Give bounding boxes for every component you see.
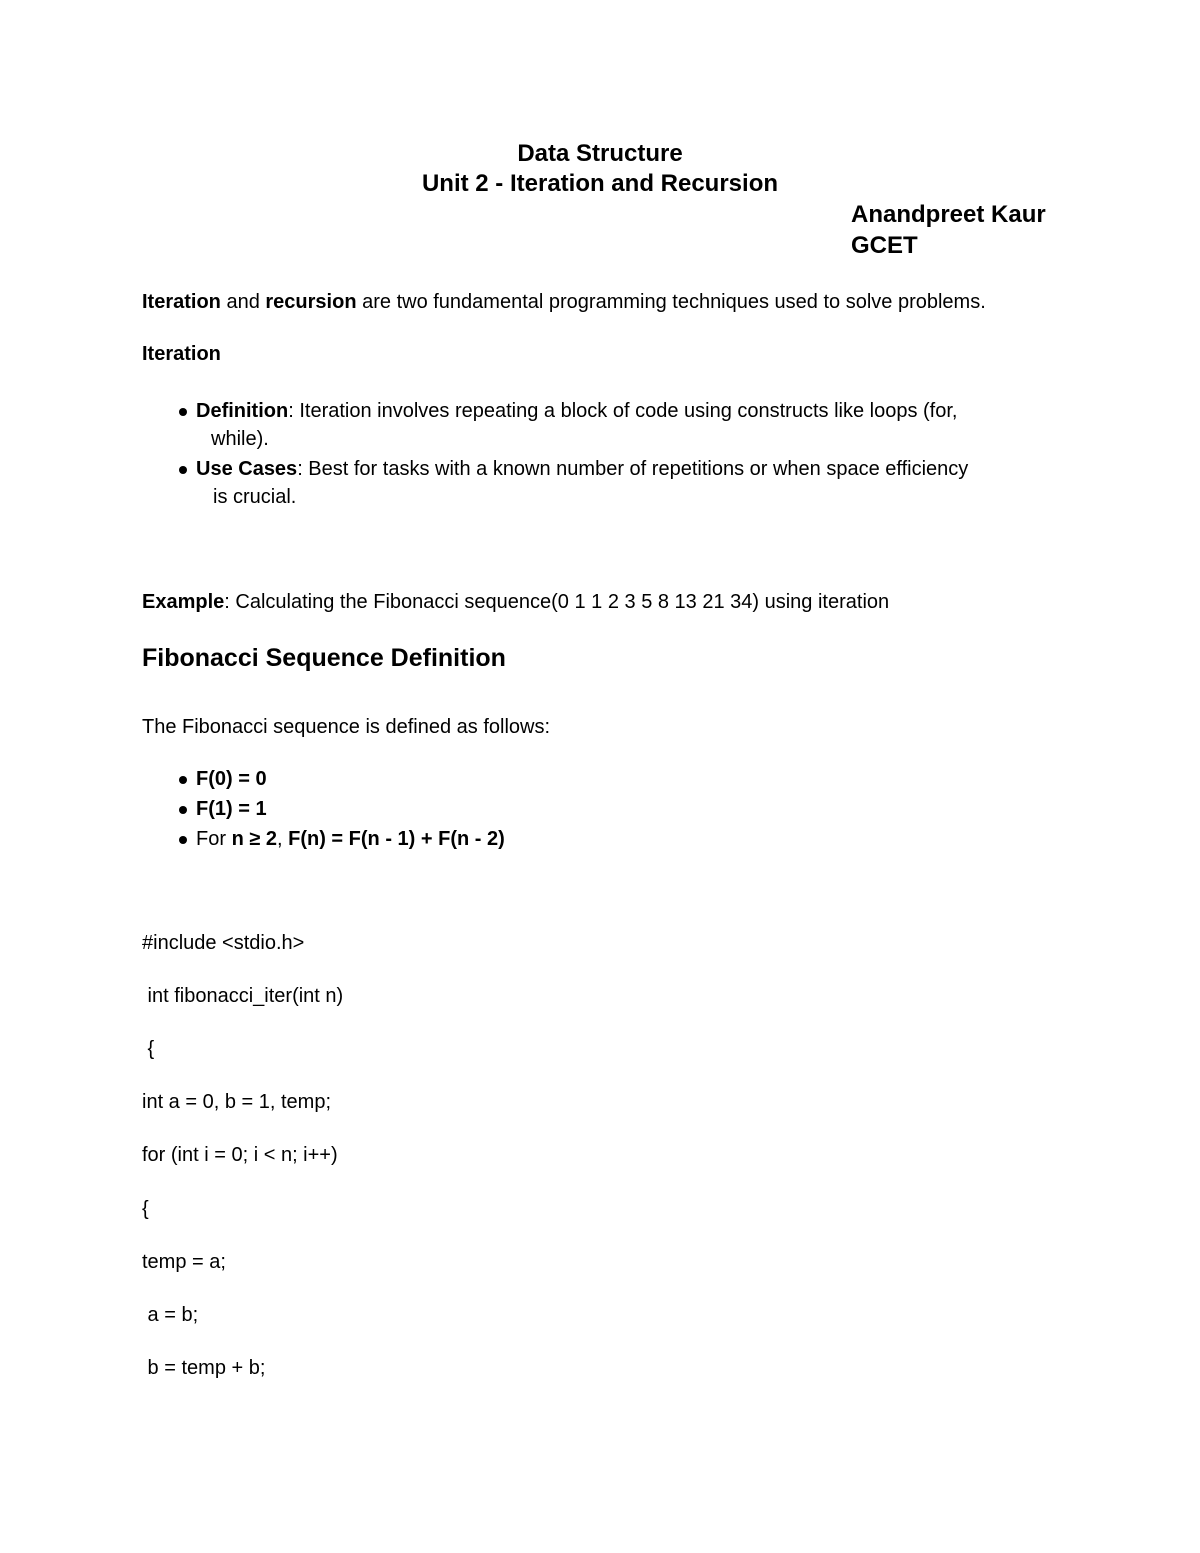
fibonacci-intro: The Fibonacci sequence is defined as follows:	[142, 716, 551, 738]
code-line: int fibonacci_iter(int n)	[142, 985, 344, 1007]
definition-bullet-line1	[196, 397, 957, 425]
document-title: Data Structure	[517, 140, 683, 167]
code-line: b = temp + b;	[142, 1357, 266, 1379]
author-name: Anandpreet Kaur	[851, 201, 1046, 228]
use-cases-text: : Best for tasks with a known number of repetitions or when space efficiency	[297, 458, 969, 480]
code-line: {	[142, 1038, 155, 1060]
definition-text: : Iteration involves repeating a block of code using constructs like loops (for,	[288, 400, 958, 422]
recurrence-prefix: For	[196, 828, 232, 850]
bullet-dot	[179, 408, 187, 416]
code-line: temp = a;	[142, 1251, 226, 1273]
bullet-dot	[179, 466, 187, 474]
bullet-dot	[179, 836, 187, 844]
recurrence-formula: F(n) = F(n - 1) + F(n - 2)	[288, 828, 505, 850]
code-line: for (int i = 0; i < n; i++)	[142, 1144, 338, 1166]
fibonacci-rule-recurrence	[196, 825, 505, 853]
example-paragraph	[142, 588, 889, 616]
intro-term-iteration: Iteration	[142, 291, 221, 313]
intro-term-recursion: recursion	[265, 291, 357, 313]
fibonacci-rule-f0: F(0) = 0	[196, 768, 267, 790]
fibonacci-heading: Fibonacci Sequence Definition	[142, 644, 506, 672]
use-cases-bullet-line1	[196, 455, 968, 483]
fibonacci-rule-f1: F(1) = 1	[196, 798, 267, 820]
intro-rest: are two fundamental programming techniques used to solve problems.	[356, 291, 986, 313]
use-cases-label: Use Cases	[196, 458, 298, 480]
author-organization: GCET	[851, 232, 918, 259]
iteration-heading: Iteration	[142, 343, 221, 365]
bullet-dot	[179, 776, 187, 784]
example-label: Example	[142, 591, 225, 613]
use-cases-bullet-line2: is crucial.	[213, 486, 297, 508]
bullet-dot	[179, 806, 187, 814]
definition-bullet-line2: while).	[211, 428, 269, 450]
recurrence-condition: n ≥ 2	[231, 828, 277, 850]
intro-paragraph	[142, 288, 986, 316]
recurrence-separator: ,	[277, 828, 289, 850]
code-line: #include <stdio.h>	[142, 932, 305, 954]
code-line: {	[142, 1198, 149, 1220]
definition-label: Definition	[196, 400, 289, 422]
code-line: a = b;	[142, 1304, 199, 1326]
example-text: : Calculating the Fibonacci sequence(0 1 1 2 3 5 8 13 21 34) using iteration	[224, 591, 890, 613]
code-line: int a = 0, b = 1, temp;	[142, 1091, 332, 1113]
document-subtitle: Unit 2 - Iteration and Recursion	[421, 170, 779, 197]
intro-joiner: and	[220, 291, 266, 313]
